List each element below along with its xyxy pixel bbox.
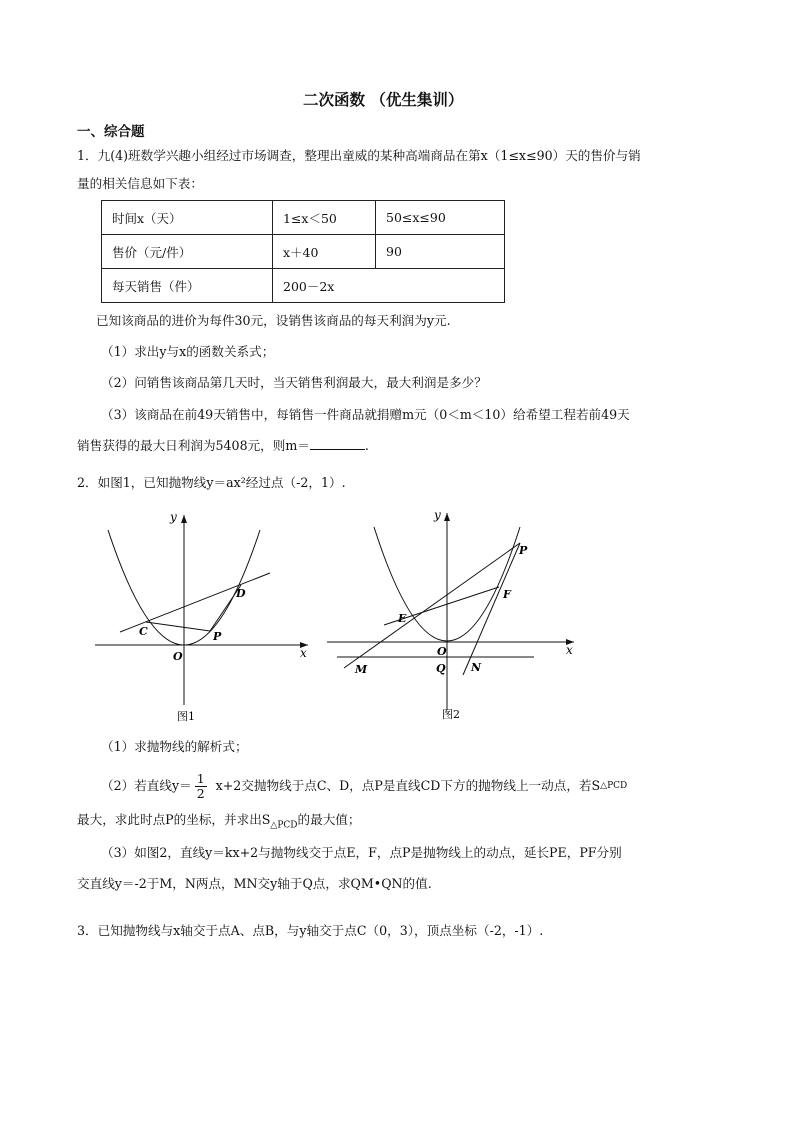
label-e: E <box>398 612 407 625</box>
table-cell: x＋40 <box>273 235 376 269</box>
figure-2 <box>322 505 587 725</box>
section-heading: 一、综合题 <box>77 124 145 140</box>
y-label: y <box>434 508 441 522</box>
q1-part3-line2 <box>77 438 369 454</box>
y-label: y <box>170 510 177 524</box>
label-o: O <box>173 650 183 663</box>
label-p: P <box>519 544 528 557</box>
table-cell: 时间x（天） <box>102 201 273 235</box>
q1-part3-line1: （3）该商品在前49天销售中，每销售一件商品就捐赠m元（0＜m＜10）给希望工程若前49天 <box>101 407 630 422</box>
table-cell: 200－2x <box>273 269 505 303</box>
price-table <box>101 200 505 303</box>
label-d: D <box>236 587 246 600</box>
label-o: O <box>437 645 447 658</box>
answer-blank <box>310 438 365 450</box>
x-label: x <box>566 643 573 657</box>
q2-part2-line2 <box>77 812 360 834</box>
q1-given: 已知该商品的进价为每件30元，设销售该商品的每天利润为y元. <box>96 313 451 328</box>
figure-1 <box>90 505 315 725</box>
label-m: M <box>355 663 368 676</box>
page-title: 二次函数 （优生集训） <box>303 91 464 109</box>
q2-part1: （1）求抛物线的解析式； <box>101 739 248 754</box>
table-row <box>102 201 505 235</box>
q3-text: 3．已知抛物线与x轴交于点A、点B，与y轴交于点C（0，3），顶点坐标（-2，-1）. <box>77 923 544 938</box>
x-label: x <box>300 646 307 660</box>
q1-part3-text: 销售获得的最大日利润为5408元，则m＝ <box>77 438 310 453</box>
q2-part3-line1: （3）如图2，直线y＝kx+2与抛物线交于点E，F，点P是抛物线上的动点，延长PE，PF分别 <box>101 845 622 860</box>
q1-part1: （1）求出y与x的函数关系式； <box>101 344 275 359</box>
fraction-denominator: 2 <box>196 785 205 801</box>
q2-part2-line2-b: 的最大值； <box>297 812 361 827</box>
q1-part3-end: . <box>364 438 369 453</box>
q1-part2: （2）问销售该商品第几天时，当天销售利润最大，最大利润是多少？ <box>101 375 487 390</box>
fig2-caption: 图2 <box>442 708 460 721</box>
q2-part2-text-a: （2）若直线y＝ <box>101 778 192 793</box>
q2-part2-sub: △PCD <box>600 781 628 791</box>
table-cell: 每天销售（件） <box>102 269 273 303</box>
label-n: N <box>471 661 482 674</box>
q2-part2-line2-a: 最大，求此时点P的坐标，并求出S <box>77 812 271 827</box>
table-cell: 1≤x＜50 <box>273 201 376 235</box>
label-c: C <box>139 625 148 638</box>
y-axis-arrow <box>444 513 450 521</box>
q1-line2: 量的相关信息如下表： <box>77 176 203 191</box>
table-cell: 售价（元/件） <box>102 235 273 269</box>
line-cd <box>120 573 270 632</box>
table-row <box>102 235 505 269</box>
table-cell: 50≤x≤90 <box>376 201 505 235</box>
line-pm <box>344 543 520 668</box>
q2-part3-line2: 交直线y＝-2于M，N两点，MN交y轴于Q点，求QM•QN的值. <box>77 876 432 891</box>
q2-part2-line1 <box>101 768 627 804</box>
q2-intro: 2．如图1，已知抛物线y＝ax²经过点（-2，1）. <box>77 475 346 490</box>
label-p: P <box>213 630 222 643</box>
q2-part2-line2-sub: △PCD <box>270 820 298 831</box>
y-axis-arrow <box>181 515 187 523</box>
fraction-numerator: 1 <box>196 770 205 786</box>
fig1-caption: 图1 <box>177 710 195 723</box>
label-f: F <box>503 588 511 601</box>
q2-part2-text-b: x+2交抛物线于点C、D，点P是直线CD下方的抛物线上一动点，若S <box>215 778 601 793</box>
label-q: Q <box>436 662 446 675</box>
table-cell: 90 <box>376 235 505 269</box>
table-row <box>102 269 505 303</box>
q1-line1: 1．九(4)班数学兴趣小组经过市场调查，整理出童威的某种高端商品在第x（1≤x≤90）天的售价与销 <box>77 148 641 163</box>
fraction-one-half <box>195 772 207 801</box>
